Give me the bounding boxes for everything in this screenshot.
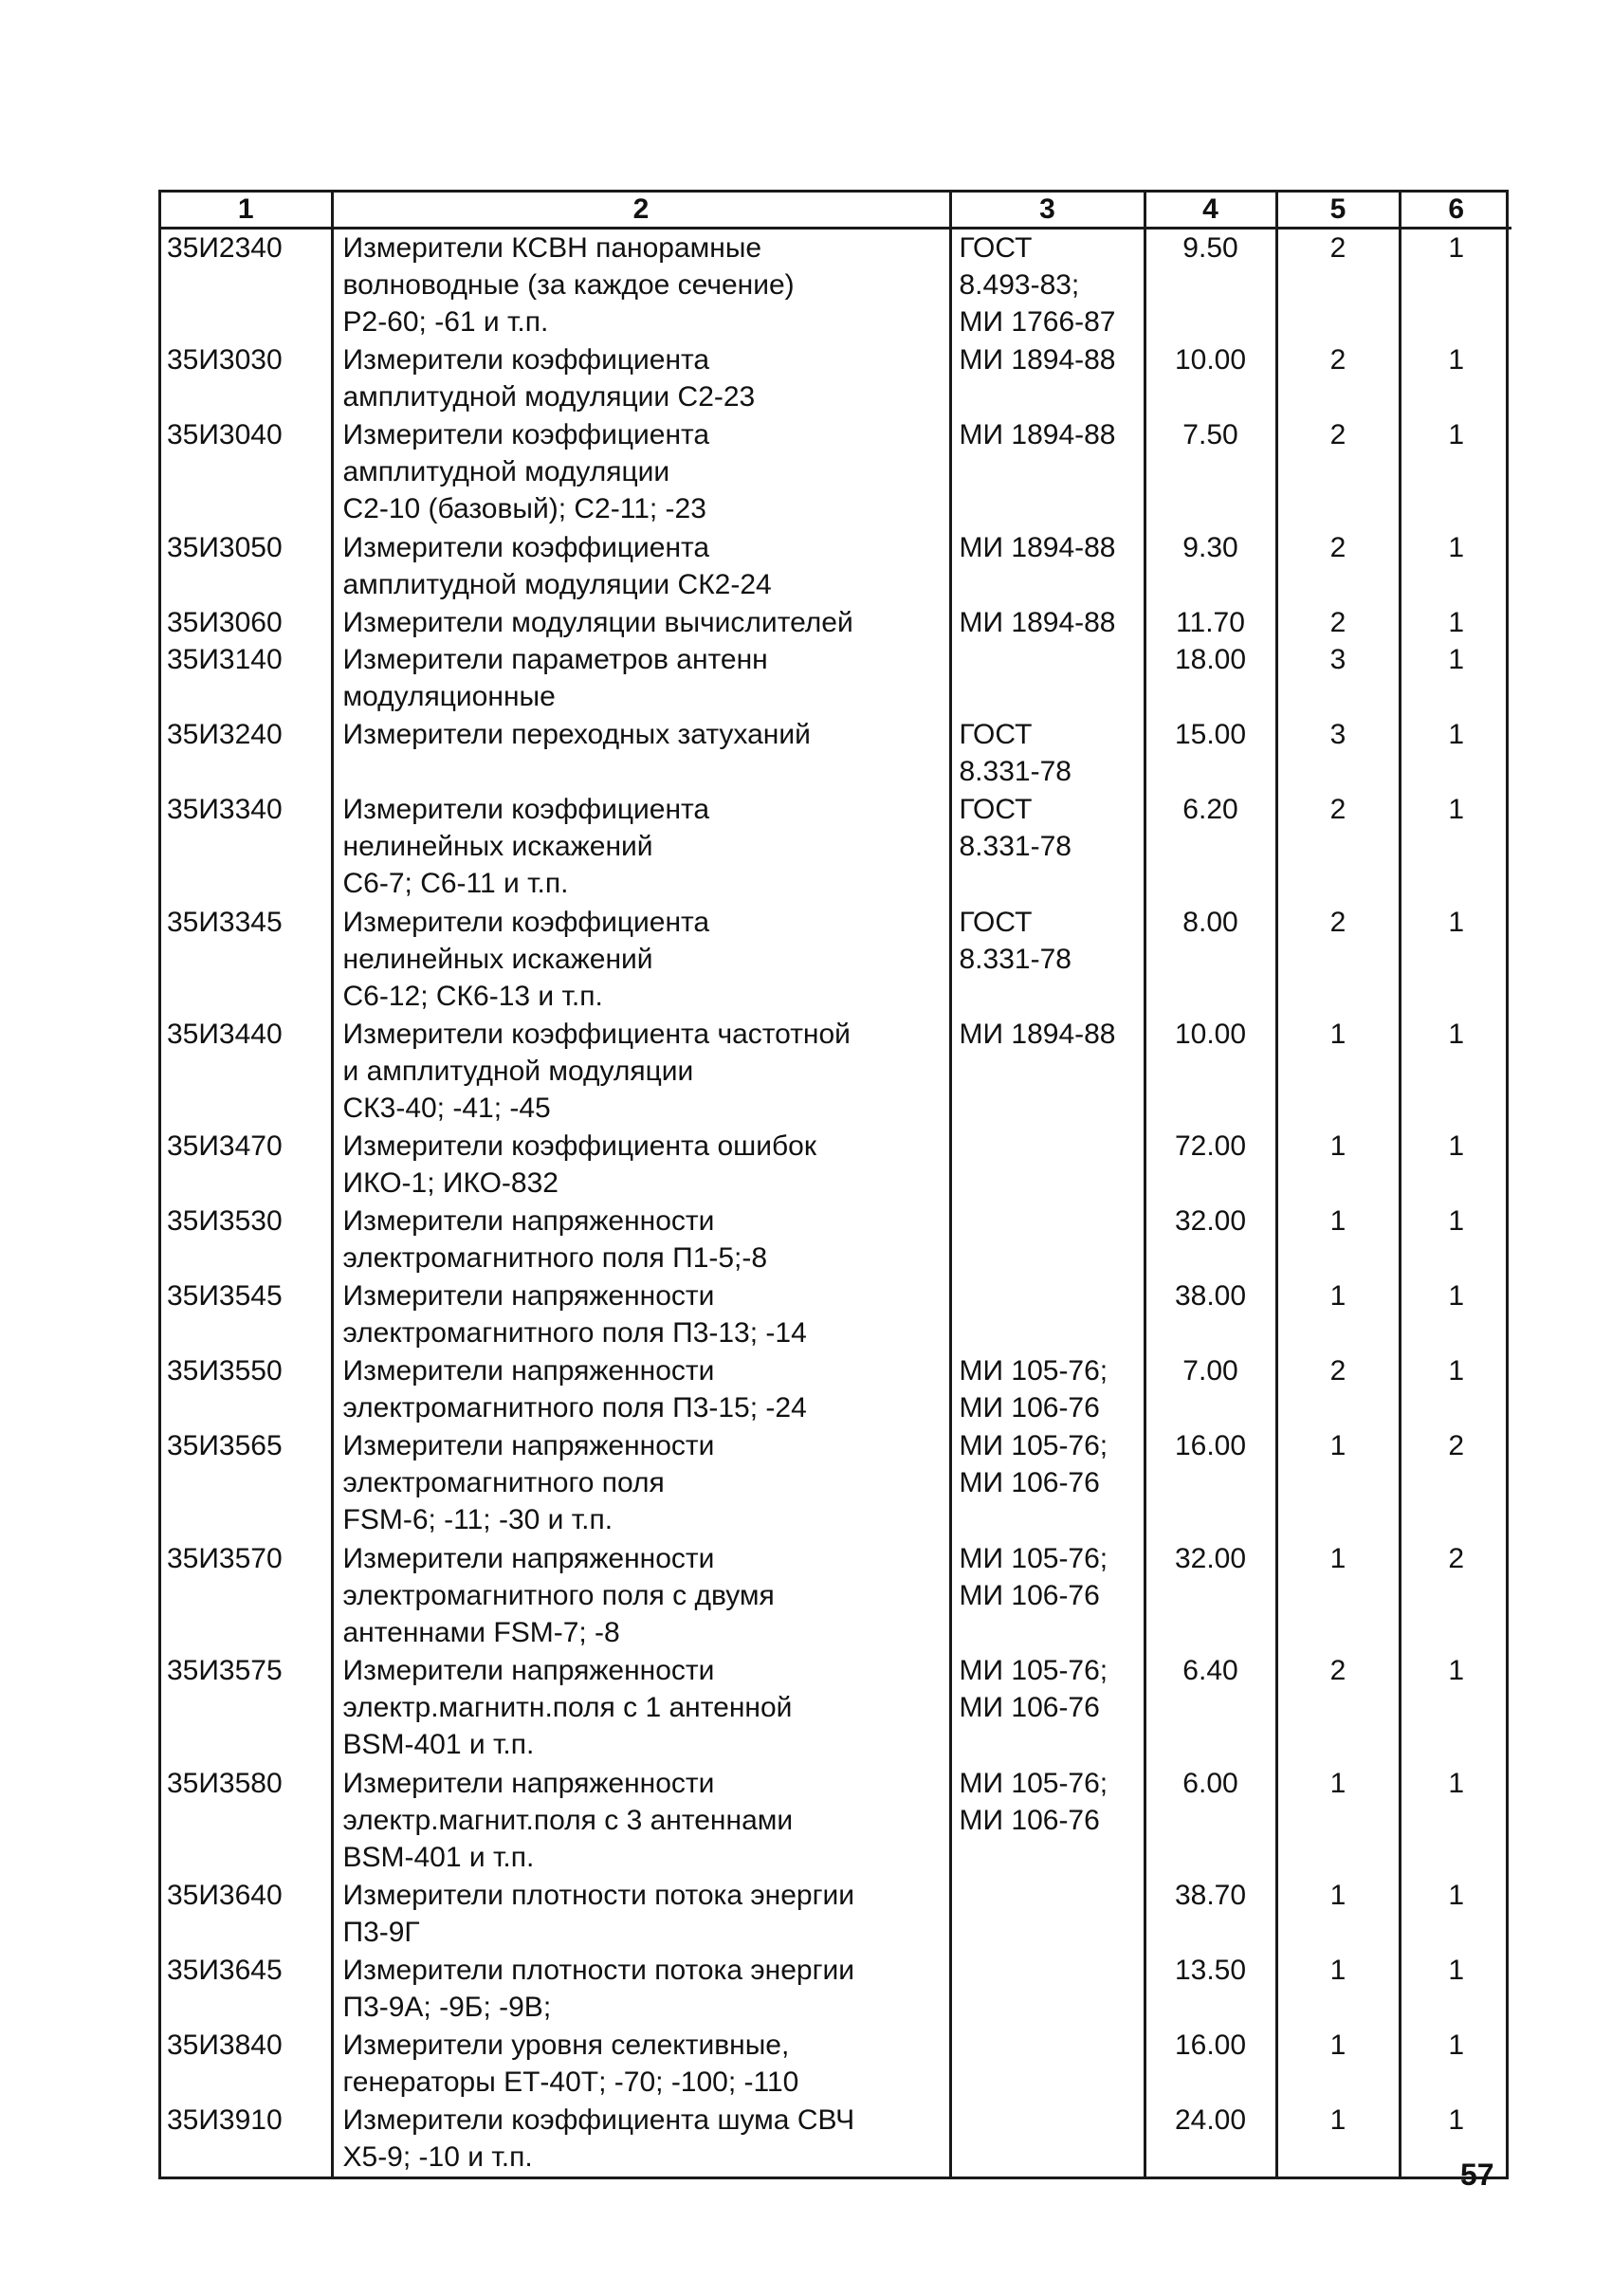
item-price: 38.70	[1145, 1877, 1276, 1952]
column-header-3: 3	[950, 193, 1145, 229]
header-row	[161, 193, 1511, 229]
item-price: 8.00	[1145, 904, 1276, 1016]
item-price: 7.50	[1145, 416, 1276, 528]
item-code: 35И3645	[161, 1952, 332, 2027]
item-column-6: 1	[1448, 606, 1465, 638]
item-description: Измерители напряженности электр.магнит.поля с 3 антеннами BSM-401 и т.п.	[332, 1765, 950, 1877]
item-code: 35И3550	[161, 1352, 332, 1427]
item-column-5: 1	[1276, 1952, 1400, 2027]
column-header-4: 4	[1145, 193, 1276, 229]
item-code: 35И3040	[161, 416, 332, 528]
item-code: 35И3575	[161, 1652, 332, 1764]
item-column-6: 1	[1448, 1280, 1465, 1313]
item-standard: МИ 105-76; МИ 106-76	[950, 1765, 1145, 1877]
item-price: 15.00	[1145, 716, 1276, 791]
item-column-6: 2	[1448, 1430, 1465, 1462]
column-header-5: 5	[1276, 193, 1400, 229]
item-column-5: 1	[1276, 1128, 1400, 1203]
item-column-5: 1	[1276, 1277, 1400, 1352]
item-code: 35И3050	[161, 529, 332, 604]
table-row	[161, 1765, 1511, 1877]
item-code: 35И3060	[161, 604, 332, 641]
table-row	[161, 791, 1511, 903]
item-price: 32.00	[1145, 1540, 1276, 1652]
item-column-5: 1	[1276, 1016, 1400, 1128]
item-column-6: 1	[1448, 1355, 1465, 1387]
item-price: 6.20	[1145, 791, 1276, 903]
item-description: Измерители коэффициента амплитудной модуляции СК2-24	[332, 529, 950, 604]
table-row	[161, 1952, 1511, 2027]
item-price: 18.00	[1145, 641, 1276, 716]
item-column-5: 1	[1276, 2027, 1400, 2102]
item-column-5: 2	[1276, 1652, 1400, 1764]
item-standard	[950, 1877, 1145, 1952]
item-standard: ГОСТ 8.331-78	[950, 904, 1145, 1016]
table-row	[161, 2027, 1511, 2102]
item-standard: МИ 1894-88	[950, 604, 1145, 641]
item-code: 35И3580	[161, 1765, 332, 1877]
item-description: Измерители коэффициента частотной и амплитудной модуляции СК3-40; -41; -45	[332, 1016, 950, 1128]
item-description: Измерители параметров антенн модуляционные	[332, 641, 950, 716]
table-row	[161, 1277, 1511, 1352]
item-code: 35И3140	[161, 641, 332, 716]
item-description: Измерители переходных затуханий	[332, 716, 950, 791]
item-column-5: 2	[1276, 229, 1400, 342]
item-price: 6.00	[1145, 1765, 1276, 1877]
item-standard: ГОСТ 8.331-78	[950, 716, 1145, 791]
item-column-5: 2	[1276, 791, 1400, 903]
table-row	[161, 1203, 1511, 1277]
item-column-6: 1	[1448, 1767, 1465, 1799]
page-number: 57	[1460, 2158, 1494, 2192]
item-code: 35И3565	[161, 1427, 332, 1539]
item-column-6: 1	[1448, 644, 1465, 676]
item-standard	[950, 641, 1145, 716]
item-description: Измерители коэффициента ошибок ИКО-1; ИКО-832	[332, 1128, 950, 1203]
item-column-5: 2	[1276, 341, 1400, 416]
item-standard: МИ 105-76; МИ 106-76	[950, 1540, 1145, 1652]
item-column-5: 2	[1276, 416, 1400, 528]
table-row	[161, 1128, 1511, 1203]
item-column-5: 3	[1276, 716, 1400, 791]
item-description: Измерители плотности потока энергии П3-9Г	[332, 1877, 950, 1952]
item-standard: МИ 105-76; МИ 106-76	[950, 1652, 1145, 1764]
item-standard	[950, 1128, 1145, 1203]
item-column-5: 2	[1276, 904, 1400, 1016]
item-code: 35И3030	[161, 341, 332, 416]
item-price: 9.30	[1145, 529, 1276, 604]
item-column-6: 1	[1448, 1019, 1465, 1051]
item-price: 38.00	[1145, 1277, 1276, 1352]
item-price: 16.00	[1145, 1427, 1276, 1539]
item-column-6: 1	[1448, 1130, 1465, 1163]
table-row	[161, 1427, 1511, 1539]
table-row	[161, 1877, 1511, 1952]
table-row	[161, 1352, 1511, 1427]
item-code: 35И3545	[161, 1277, 332, 1352]
item-code: 35И3345	[161, 904, 332, 1016]
item-description: Измерители коэффициента нелинейных искажений С6-12; СК6-13 и т.п.	[332, 904, 950, 1016]
item-column-6: 1	[1448, 794, 1465, 826]
table-row	[161, 1652, 1511, 1764]
item-standard: МИ 105-76; МИ 106-76	[950, 1427, 1145, 1539]
item-column-5: 2	[1276, 529, 1400, 604]
item-code: 35И3440	[161, 1016, 332, 1128]
table-row	[161, 2102, 1511, 2177]
item-code: 35И2340	[161, 229, 332, 342]
item-description: Измерители коэффициента амплитудной модуляции С2-23	[332, 341, 950, 416]
tariff-table	[158, 190, 1509, 2179]
item-description: Измерители коэффициента нелинейных искажений С6-7; С6-11 и т.п.	[332, 791, 950, 903]
column-header-2: 2	[332, 193, 950, 229]
item-price: 11.70	[1145, 604, 1276, 641]
item-standard: МИ 1894-88	[950, 416, 1145, 528]
item-column-6: 1	[1448, 2029, 1465, 2061]
table-row	[161, 904, 1511, 1016]
item-standard: МИ 1894-88	[950, 529, 1145, 604]
item-column-5: 1	[1276, 1540, 1400, 1652]
table-row	[161, 341, 1511, 416]
item-column-5: 1	[1276, 1203, 1400, 1277]
item-column-6: 1	[1448, 419, 1465, 451]
column-header-1: 1	[161, 193, 332, 229]
table-row	[161, 229, 1511, 342]
item-column-5: 2	[1276, 604, 1400, 641]
item-price: 32.00	[1145, 1203, 1276, 1277]
item-column-6: 1	[1448, 1880, 1465, 1912]
item-column-6: 1	[1448, 344, 1465, 377]
item-standard: МИ 1894-88	[950, 1016, 1145, 1128]
item-description: Измерители напряженности электромагнитного поля FSM-6; -11; -30 и т.п.	[332, 1427, 950, 1539]
table-row	[161, 1016, 1511, 1128]
item-price: 7.00	[1145, 1352, 1276, 1427]
item-code: 35И3910	[161, 2102, 332, 2177]
item-column-6: 1	[1448, 1205, 1465, 1238]
item-standard	[950, 2102, 1145, 2177]
item-column-5: 2	[1276, 1352, 1400, 1427]
table-row	[161, 604, 1511, 641]
item-description: Измерители коэффициента амплитудной модуляции С2-10 (базовый); С2-11; -23	[332, 416, 950, 528]
item-description: Измерители коэффициента шума СВЧ Х5-9; -10 и т.п.	[332, 2102, 950, 2177]
item-standard: ГОСТ 8.331-78	[950, 791, 1145, 903]
item-column-6: 2	[1448, 1542, 1465, 1574]
item-code: 35И3640	[161, 1877, 332, 1952]
price-table	[161, 193, 1511, 2177]
table-row	[161, 716, 1511, 791]
item-column-6: 1	[1448, 906, 1465, 938]
item-standard: МИ 105-76; МИ 106-76	[950, 1352, 1145, 1427]
item-code: 35И3240	[161, 716, 332, 791]
item-standard: МИ 1894-88	[950, 341, 1145, 416]
item-description: Измерители плотности потока энергии П3-9А; -9Б; -9В;	[332, 1952, 950, 2027]
item-column-5: 1	[1276, 2102, 1400, 2177]
item-code: 35И3570	[161, 1540, 332, 1652]
item-column-6: 1	[1448, 531, 1465, 563]
item-price: 72.00	[1145, 1128, 1276, 1203]
item-description: Измерители напряженности электромагнитного поля П1-5;-8	[332, 1203, 950, 1277]
item-price: 10.00	[1145, 341, 1276, 416]
table-row	[161, 1540, 1511, 1652]
item-description: Измерители напряженности электр.магнитн.поля с 1 антенной BSM-401 и т.п.	[332, 1652, 950, 1764]
item-description: Измерители напряженности электромагнитного поля П3-13; -14	[332, 1277, 950, 1352]
item-price: 9.50	[1145, 229, 1276, 342]
item-description: Измерители модуляции вычислителей	[332, 604, 950, 641]
item-standard	[950, 1952, 1145, 2027]
item-code: 35И3470	[161, 1128, 332, 1203]
table-row	[161, 641, 1511, 716]
item-standard	[950, 1277, 1145, 1352]
item-price: 24.00	[1145, 2102, 1276, 2177]
item-code: 35И3340	[161, 791, 332, 903]
item-column-5: 3	[1276, 641, 1400, 716]
item-column-5: 1	[1276, 1765, 1400, 1877]
item-description: Измерители напряженности электромагнитного поля П3-15; -24	[332, 1352, 950, 1427]
item-column-6: 1	[1448, 1655, 1465, 1687]
item-price: 16.00	[1145, 2027, 1276, 2102]
table-body	[161, 229, 1511, 2177]
item-price: 13.50	[1145, 1952, 1276, 2027]
item-standard: ГОСТ 8.493-83; МИ 1766-87	[950, 229, 1145, 342]
item-description: Измерители уровня селективные, генераторы ЕТ-40Т; -70; -100; -110	[332, 2027, 950, 2102]
item-code: 35И3530	[161, 1203, 332, 1277]
item-column-6: 1	[1448, 2103, 1465, 2136]
item-standard	[950, 1203, 1145, 1277]
item-column-5: 1	[1276, 1877, 1400, 1952]
item-column-5: 1	[1276, 1427, 1400, 1539]
item-column-6: 1	[1448, 719, 1465, 751]
column-header-6: 6	[1400, 193, 1511, 229]
item-column-6: 1	[1448, 232, 1465, 264]
table-row	[161, 529, 1511, 604]
item-standard	[950, 2027, 1145, 2102]
item-description: Измерители КСВН панорамные волноводные (за каждое сечение) Р2-60; -61 и т.п.	[332, 229, 950, 342]
item-code: 35И3840	[161, 2027, 332, 2102]
item-description: Измерители напряженности электромагнитного поля с двумя антеннами FSM-7; -8	[332, 1540, 950, 1652]
item-column-6: 1	[1448, 1955, 1465, 1986]
item-price: 6.40	[1145, 1652, 1276, 1764]
item-price: 10.00	[1145, 1016, 1276, 1128]
table-row	[161, 416, 1511, 528]
